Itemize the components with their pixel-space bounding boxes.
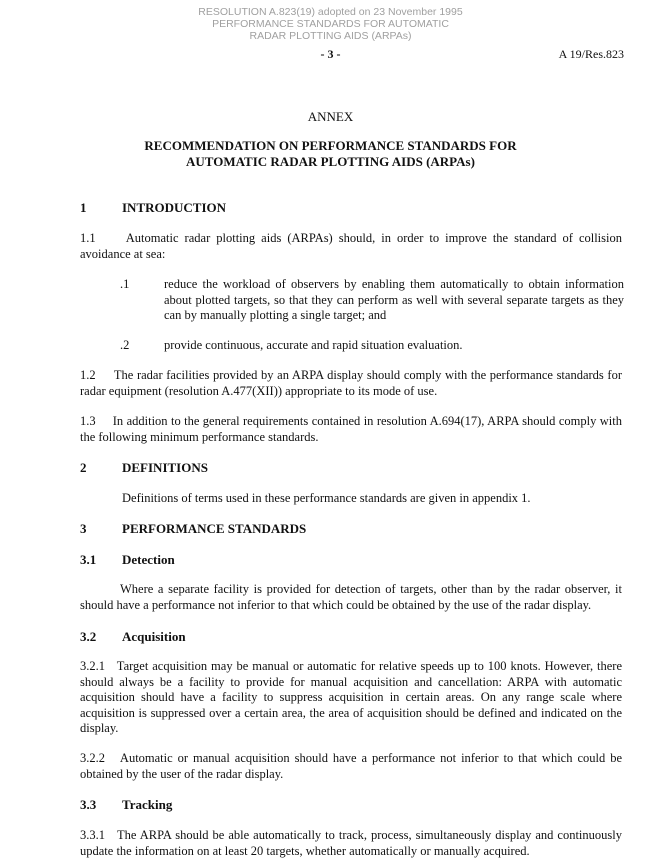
section-heading-performance-standards: PERFORMANCE STANDARDS (122, 521, 307, 536)
subsection-heading-acquisition: Acquisition (122, 629, 186, 644)
subsection-number: 3.2 (80, 629, 97, 644)
paragraph-1-1: 1.1 Automatic radar plotting aids (ARPAs) should, in order to improve the standard of collision avoidance at sea: (80, 231, 622, 261)
list-item-number: .2 (120, 338, 130, 352)
paragraph-2: Definitions of terms used in these performance standards are given in appendix 1. (122, 491, 531, 505)
header-note-line1: RESOLUTION A.823(19) adopted on 23 November 1995 (198, 6, 463, 18)
subsection-heading-detection: Detection (122, 552, 175, 567)
header-note-line3: RADAR PLOTTING AIDS (ARPAs) (249, 30, 412, 42)
subsection-heading-tracking: Tracking (122, 797, 173, 812)
document-title-line2: AUTOMATIC RADAR PLOTTING AIDS (ARPAs) (186, 154, 475, 169)
list-item-text: reduce the workload of observers by enabling them automatically to obtain information about plotted targets, so that they can perform as well with several separate targets as they can by manually plotting a single target; and (164, 277, 624, 322)
section-number: 1 (80, 200, 87, 215)
paragraph-1-2: 1.2 The radar facilities provided by an ARPA display should comply with the performance standards for radar equipment (resolution A.477(XII)) appropriate to its mode of use. (80, 368, 622, 398)
paragraph-3-2-2: 3.2.2 Automatic or manual acquisition should have a performance not inferior to that which could be obtained by the user of the radar display. (80, 751, 622, 781)
document-title-line1: RECOMMENDATION ON PERFORMANCE STANDARDS FOR (144, 138, 517, 153)
section-heading-introduction: INTRODUCTION (122, 200, 227, 215)
document-reference: A 19/Res.823 (558, 47, 624, 61)
paragraph-3-1: Where a separate facility is provided for detection of targets, other than by the radar observer, it should have a performance not inferior to that which could be obtained by the use of the radar display. (80, 582, 622, 612)
paragraph-3-2-1: 3.2.1 Target acquisition may be manual or automatic for relative speeds up to 100 knots. However, there should always be a facility to provide for manual acquisition and cancellation: ARPA with automatic acquisition should have a facility to suppress acquisition in certain areas. On any range scale where acquisition is suppressed over a certain area, the area of acquisition should be defined and indicated on the display. (80, 659, 622, 735)
subsection-number: 3.1 (80, 552, 97, 567)
page-number: - 3 - (320, 47, 341, 61)
annex-label: ANNEX (307, 109, 354, 124)
paragraph-1-3: 1.3 In addition to the general requirements contained in resolution A.694(17), ARPA should comply with the following minimum performance standards. (80, 414, 622, 444)
section-number: 2 (80, 460, 87, 475)
header-note-line2: PERFORMANCE STANDARDS FOR AUTOMATIC (212, 18, 449, 30)
list-item-text: provide continuous, accurate and rapid situation evaluation. (164, 338, 463, 352)
paragraph-3-3-1: 3.3.1 The ARPA should be able automatically to track, process, simultaneously display and continuously update the information on at least 20 targets, whether automatically or manually acquired. (80, 828, 622, 858)
section-heading-definitions: DEFINITIONS (122, 460, 208, 475)
subsection-number: 3.3 (80, 797, 97, 812)
list-item-number: .1 (120, 277, 130, 291)
section-number: 3 (80, 521, 87, 536)
